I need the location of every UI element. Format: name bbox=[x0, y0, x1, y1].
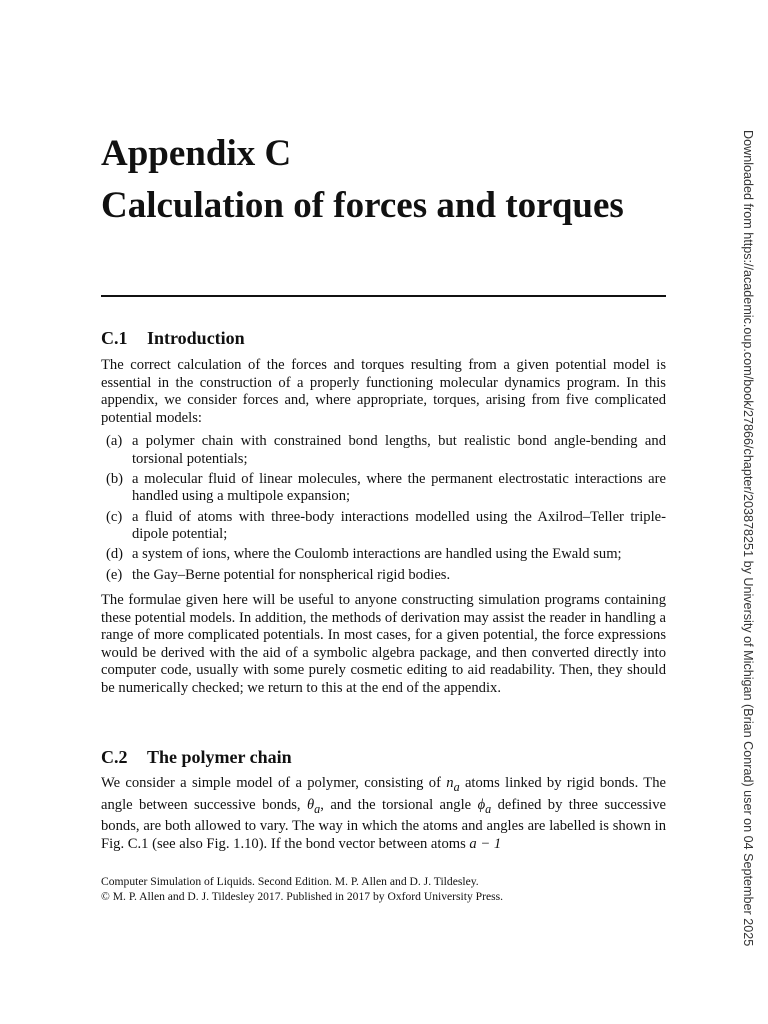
chapter-title: Calculation of forces and torques bbox=[101, 185, 624, 226]
intro-paragraph: The correct calculation of the forces and torques resulting from a given potential model is essential in the construction of a properly functioning molecular dynamics program. In this appendix, we consider forces and, where appropriate, torques, arising from five complicated potential models: bbox=[101, 357, 666, 426]
polymer-paragraph bbox=[101, 775, 666, 853]
section-number: C.1 bbox=[101, 328, 128, 348]
text-run: defined by three successive bonds, are both allowed to vary. The way in which the atoms and angles are labelled is shown in Fig. C.1 (see also Fig. 1.10). If the bond vector between atoms bbox=[101, 796, 666, 852]
list-item bbox=[101, 509, 666, 544]
math-phi-a bbox=[477, 796, 492, 816]
section-title: The polymer chain bbox=[147, 747, 292, 767]
math-subscript: a bbox=[314, 801, 321, 816]
chapter-label: Appendix C bbox=[101, 133, 292, 174]
list-item bbox=[101, 546, 666, 564]
list-marker: (b) bbox=[106, 470, 124, 487]
text-run: atoms linked by rigid bonds. The angle between successive bonds, bbox=[101, 775, 666, 813]
list-marker: (a) bbox=[106, 433, 123, 449]
list-item bbox=[101, 567, 666, 585]
text-run: , and the torsional angle bbox=[320, 796, 478, 813]
text-run: We consider a simple model of a polymer, consisting of bbox=[101, 775, 447, 791]
math-theta-a bbox=[307, 796, 321, 816]
list-item-text: a polymer chain with constrained bond lengths, but realistic bond angle-bending and torsional potentials; bbox=[132, 433, 666, 467]
list-marker: (e) bbox=[106, 566, 123, 583]
download-watermark bbox=[738, 130, 756, 947]
math-subscript: a bbox=[453, 779, 460, 794]
math-symbol: ϕ bbox=[477, 796, 486, 813]
download-watermark-text: Downloaded from https://academic.oup.com/book/27866/chapter/203878251 by University of Michigan (Brian Conrad) user on 04 September 2025 bbox=[741, 130, 755, 947]
list-item bbox=[101, 433, 666, 468]
footer-line: © M. P. Allen and D. J. Tildesley 2017. Published in 2017 by Oxford University Press. bbox=[101, 889, 504, 903]
list-item-text: a fluid of atoms with three-body interactions modelled using the Axilrod–Teller triple-dipole potential; bbox=[132, 508, 666, 543]
math-a-minus-1: a − 1 bbox=[469, 835, 502, 852]
title-rule bbox=[101, 295, 666, 297]
list-item-text: a molecular fluid of linear molecules, where the permanent electrostatic interactions are handled using a multipole expansion; bbox=[132, 470, 666, 505]
section-heading-introduction bbox=[101, 327, 245, 349]
potential-model-list bbox=[101, 433, 666, 587]
math-subscript: a bbox=[485, 801, 492, 816]
page-footer bbox=[101, 875, 666, 904]
section-number: C.2 bbox=[101, 747, 128, 767]
list-marker: (d) bbox=[106, 546, 124, 563]
list-item-text: a system of ions, where the Coulomb interactions are handled using the Ewald sum; bbox=[132, 546, 622, 563]
section-title: Introduction bbox=[147, 328, 245, 348]
math-n-a bbox=[446, 775, 460, 794]
section-heading-polymer-chain bbox=[101, 746, 292, 768]
math-symbol: θ bbox=[307, 796, 315, 813]
list-marker: (c) bbox=[106, 508, 123, 525]
footer-line: Computer Simulation of Liquids. Second Edition. M. P. Allen and D. J. Tildesley. bbox=[101, 875, 479, 888]
list-item-text: the Gay–Berne potential for nonspherical rigid bodies. bbox=[132, 566, 451, 583]
math-symbol: n bbox=[446, 775, 454, 791]
closing-paragraph: The formulae given here will be useful to anyone constructing simulation programs containing these potential models. In addition, the methods of derivation may assist the reader in handling a range of more complicated potentials. In most cases, for a given potential, the force expressions would be derived with the aid of a symbolic algebra package, and then converted directly into computer code, usually with some purely cosmetic editing to aid readability. Then, they should be numerically checked; we return to this at the end of the appendix. bbox=[101, 592, 666, 696]
list-item bbox=[101, 471, 666, 506]
